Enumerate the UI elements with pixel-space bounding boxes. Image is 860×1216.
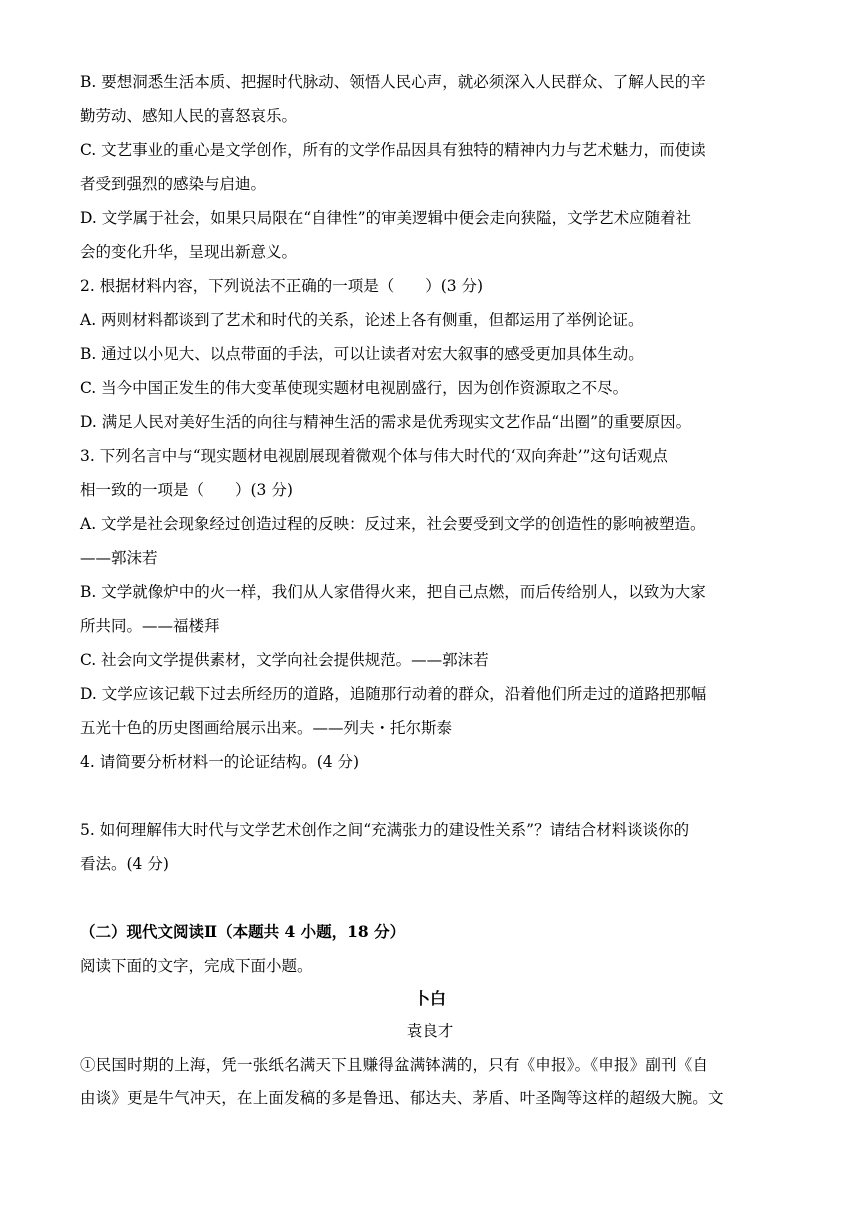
q2-option-a: A. 两则材料都谈到了艺术和时代的关系，论述上各有侧重，但都运用了举例论证。 xyxy=(80,311,644,329)
question-2: 2. 根据材料内容，下列说法不正确的一项是（ ）(3 分) xyxy=(80,277,484,295)
q2-option-c: C. 当今中国正发生的伟大变革使现实题材电视剧盛行，因为创作资源取之不尽。 xyxy=(80,379,629,397)
question-5-line-2: 看法。(4 分) xyxy=(80,855,169,873)
story-paragraph-line-1: ①民国时期的上海，凭一张纸名满天下且赚得盆满钵满的，只有《申报》。《申报》副刊《自 xyxy=(80,1056,709,1074)
option-c-line-2: 者受到强烈的感染与启迪。 xyxy=(80,175,267,193)
option-c-line-1: C. 文艺事业的重心是文学创作，所有的文学作品因具有独特的精神内力与艺术魅力，而使读 xyxy=(80,141,706,159)
q2-option-b: B. 通过以小见大、以点带面的手法，可以让读者对宏大叙事的感受更加具体生动。 xyxy=(80,345,644,363)
q3-option-b-line-2: 所共同。——福楼拜 xyxy=(80,617,220,635)
option-b-line-2: 勤劳动、感知人民的喜怒哀乐。 xyxy=(80,107,298,125)
q3-option-a-line-1: A. 文学是社会现象经过创造过程的反映：反过来，社会要受到文学的创造性的影响被塑造。 xyxy=(80,515,706,533)
option-d-line-1: D. 文学属于社会，如果只局限在“自律性”的审美逻辑中便会走向狭隘，文学艺术应随着社 xyxy=(80,209,692,227)
q3-option-c: C. 社会向文学提供素材，文学向社会提供规范。——郭沫若 xyxy=(80,651,489,669)
question-3-line-2: 相一致的一项是（ ）(3 分) xyxy=(80,481,293,499)
q2-option-d: D. 满足人民对美好生活的向往与精神生活的需求是优秀现实文艺作品“出圈”的重要原因。 xyxy=(80,413,692,431)
question-5-line-1: 5. 如何理解伟大时代与文学艺术创作之间“充满张力的建设性关系”？请结合材料谈谈你的 xyxy=(80,821,690,839)
q3-option-d-line-2: 五光十色的历史图画给展示出来。——列夫・托尔斯泰 xyxy=(80,719,453,737)
section-heading: （二）现代文阅读Ⅱ（本题共 4 小题，18 分） xyxy=(80,922,406,941)
option-d-line-2: 会的变化升华，呈现出新意义。 xyxy=(80,243,298,261)
q3-option-b-line-1: B. 文学就像炉中的火一样，我们从人家借得火来，把自己点燃，而后传给别人，以致为大家 xyxy=(80,583,706,601)
instruction: 阅读下面的文字，完成下面小题。 xyxy=(80,957,313,975)
story-author: 袁良才 xyxy=(406,1022,454,1040)
q3-option-a-line-2: ——郭沫若 xyxy=(80,549,158,567)
story-paragraph-line-2: 由谈》更是牛气冲天，在上面发稿的多是鲁迅、郁达夫、茅盾、叶圣陶等这样的超级大腕。文 xyxy=(80,1089,724,1107)
story-title: 卜白 xyxy=(413,989,446,1008)
q3-option-d-line-1: D. 文学应该记载下过去所经历的道路，追随那行动着的群众，沿着他们所走过的道路把那幅 xyxy=(80,685,707,703)
question-4: 4. 请简要分析材料一的论证结构。(4 分) xyxy=(80,753,360,771)
option-b-line-1: B. 要想洞悉生活本质、把握时代脉动、领悟人民心声，就必须深入人民群众、了解人民的辛 xyxy=(80,73,706,91)
question-3-line-1: 3. 下列名言中与“现实题材电视剧展现着微观个体与伟大时代的‘双向奔赴’”这句话观点 xyxy=(80,447,668,465)
